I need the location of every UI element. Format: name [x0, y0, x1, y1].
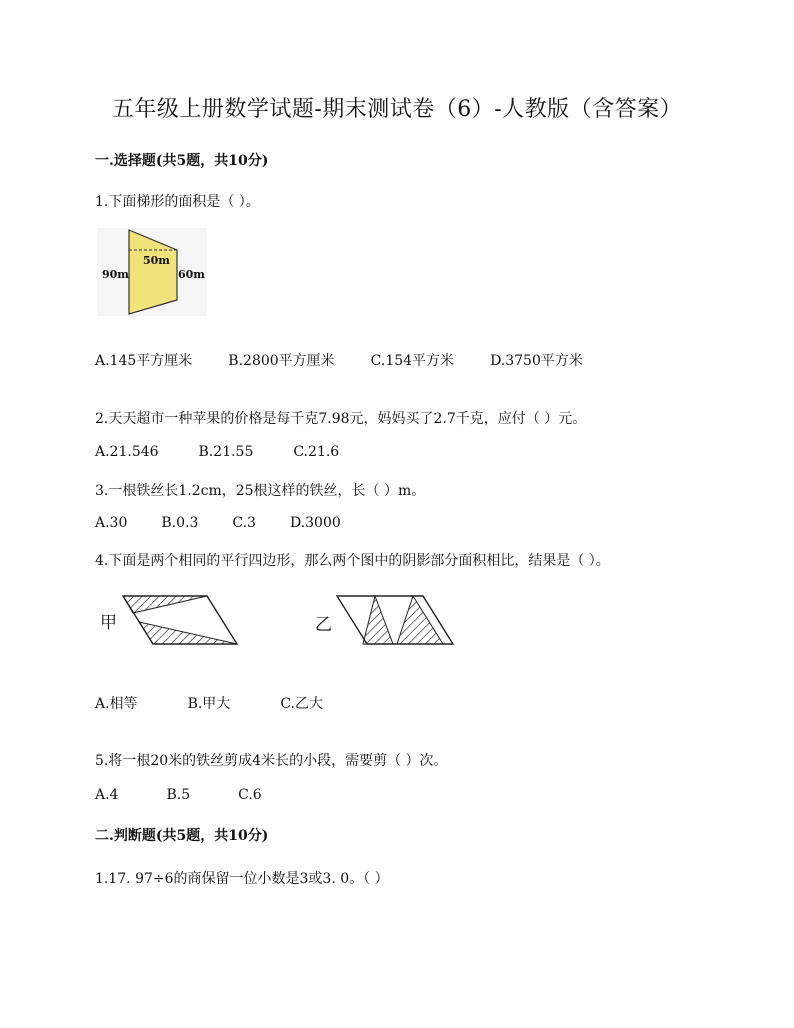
question-2-text: 2.天天超市一种苹果的价格是每千克7.98元，妈妈买了2.7千克，应付（ ）元。: [95, 411, 587, 427]
parallelogram-figures: [97, 590, 457, 652]
question-2-option-c[interactable]: C.21.6: [293, 444, 340, 460]
question-1-text: 1.下面梯形的面积是（ ）。: [95, 194, 260, 210]
question-3-option-a[interactable]: A.30: [95, 515, 128, 531]
question-4-option-b[interactable]: B.甲大: [187, 696, 231, 712]
question-3-option-c[interactable]: C.3: [232, 515, 256, 531]
question-3-option-d[interactable]: D.3000: [289, 515, 341, 531]
question-4-option-c[interactable]: C.乙大: [280, 696, 323, 712]
trapezoid-right-label: 60m: [178, 268, 205, 281]
question-1-option-b[interactable]: B.2800平方厘米: [228, 353, 335, 369]
question-5-text: 5.将一根20米的铁丝剪成4米长的小段，需要剪（ ）次。: [95, 753, 448, 769]
question-4-text: 4.下面是两个相同的平行四边形，那么两个图中的阴影部分面积相比，结果是（ ）。: [95, 553, 610, 569]
question-1-option-d[interactable]: D.3750平方米: [490, 353, 583, 369]
section-heading-judgement: 二.判断题(共5题，共10分): [95, 828, 269, 844]
figure-label-jia: 甲: [100, 613, 117, 633]
question-5-option-a[interactable]: A.4: [95, 787, 119, 803]
question-1-option-a[interactable]: A.145平方厘米: [95, 353, 193, 369]
trapezoid-top-label: 50m: [143, 254, 170, 267]
question-3-options: [95, 515, 341, 531]
question-2-options: [95, 444, 339, 460]
page-title: 五年级上册数学试题-期末测试卷（6）-人教版（含答案）: [111, 97, 683, 122]
shaded-triangle-yi-2: [397, 596, 443, 644]
trapezoid-figure: [97, 228, 207, 316]
figure-label-yi: 乙: [315, 615, 332, 635]
question-3-text: 3.一根铁丝长1.2cm，25根这样的铁丝，长（ ）m。: [95, 483, 426, 499]
judgement-1-text: 1.17. 97÷6的商保留一位小数是3或3. 0。（ ）: [95, 871, 389, 887]
question-2-option-b[interactable]: B.21.55: [198, 444, 254, 460]
question-5-options: [95, 787, 262, 803]
question-5-option-c[interactable]: C.6: [238, 787, 262, 803]
trapezoid-shape: [129, 230, 177, 314]
trapezoid-diagram: [97, 228, 207, 316]
shaded-triangle-jia-bottom: [139, 622, 237, 644]
question-4-options: [95, 693, 323, 713]
question-4-option-a[interactable]: A.相等: [95, 696, 138, 712]
question-3-option-b[interactable]: B.0.3: [161, 515, 199, 531]
question-1-option-c[interactable]: C.154平方米: [370, 353, 455, 369]
trapezoid-left-label: 90m: [102, 268, 129, 281]
section-heading-choice: 一.选择题(共5题，共10分): [95, 153, 269, 169]
shaded-triangle-jia-top: [123, 596, 207, 613]
parallelogram-diagram: [97, 590, 457, 652]
shaded-triangle-yi-1: [363, 596, 393, 644]
question-1-options: [95, 350, 583, 370]
question-2-option-a[interactable]: A.21.546: [95, 444, 159, 460]
question-5-option-b[interactable]: B.5: [166, 787, 191, 803]
